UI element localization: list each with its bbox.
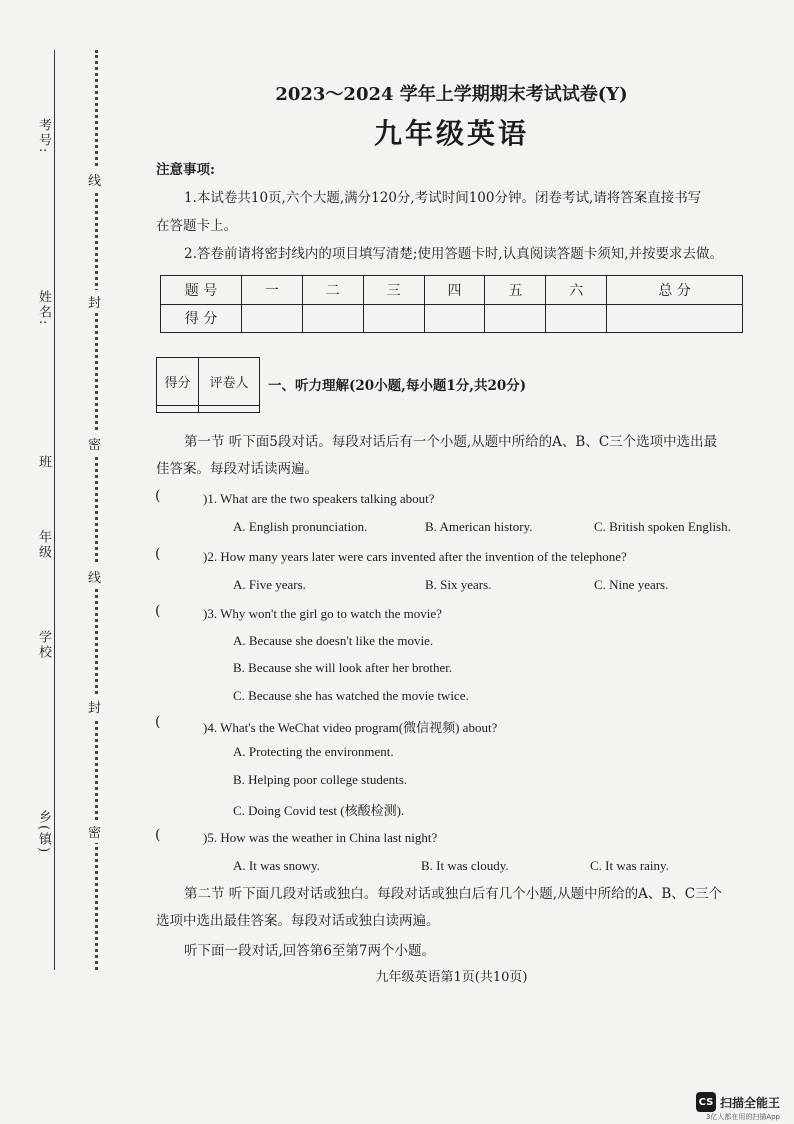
option: B. Six years. <box>425 577 492 592</box>
option: C. It was rainy. <box>590 858 669 873</box>
answer-blank[interactable]: ( <box>155 603 161 619</box>
option: A. Because she doesn't like the movie. <box>233 633 434 648</box>
score-table-score-row <box>161 304 743 333</box>
question-stem: )1. What are the two speakers talking about? <box>203 491 435 506</box>
score-cell <box>424 304 485 333</box>
page-footer: 九年级英语第1页(共10页) <box>375 970 528 985</box>
option: A. Five years. <box>233 577 306 592</box>
label-grade: 年级 <box>36 530 51 560</box>
seal-char: 密 <box>88 820 101 843</box>
section-title: 一、听力理解(20小题,每小题1分,共20分) <box>268 378 527 394</box>
label-exam-number: 考号: <box>36 118 51 155</box>
option: A. It was snowy. <box>233 858 320 873</box>
part-instructions: 第一节 听下面5段对话。每段对话后有一个小题,从题中所给的A、B、C三个选项中选出最 <box>184 434 718 450</box>
part-instructions: 选项中选出最佳答案。每段对话或独白读两遍。 <box>156 913 440 929</box>
notes-line: 2.答卷前请将密封线内的项目填写清楚;使用答题卡时,认真阅读答题卡须知,并按要求去做。 <box>184 246 724 262</box>
seal-char: 线 <box>88 168 101 191</box>
part-instructions: 听下面一段对话,回答第6至第7两个小题。 <box>184 943 435 959</box>
label-class: 班 <box>36 455 51 470</box>
question-stem: )3. Why won't the girl go to watch the movie? <box>203 606 442 621</box>
seal-char: 线 <box>88 565 101 588</box>
option: B. American history. <box>425 519 533 534</box>
margin-rule <box>54 50 55 970</box>
option: C. Because she has watched the movie twice. <box>233 688 469 703</box>
question-stem: )2. How many years later were cars invented after the invention of the telephone? <box>203 549 627 564</box>
option: B. It was cloudy. <box>421 858 509 873</box>
option: A. English pronunciation. <box>233 519 368 534</box>
score-cell <box>302 304 363 333</box>
score-cell <box>242 304 303 333</box>
question-stem: )4. What's the WeChat video program(微信视频) about? <box>203 720 498 735</box>
score-header-cell: 四 <box>424 276 485 305</box>
score-header-cell: 一 <box>242 276 303 305</box>
notes-heading: 注意事项: <box>156 162 215 178</box>
notes-line: 在答题卡上。 <box>156 218 237 234</box>
seal-char: 密 <box>88 432 101 455</box>
score-table-header-row <box>161 276 743 305</box>
answer-blank[interactable]: ( <box>155 714 161 730</box>
option: C. Doing Covid test (核酸检测). <box>233 803 405 818</box>
exam-subject: 九年级英语 <box>373 117 529 150</box>
score-cell <box>607 304 743 333</box>
grader-name-cell <box>199 406 260 413</box>
option: A. Protecting the environment. <box>233 744 394 759</box>
answer-blank[interactable]: ( <box>155 546 161 562</box>
part-instructions: 第二节 听下面几段对话或独白。每段对话或独白后有几个小题,从题中所给的A、B、C三个 <box>184 886 723 902</box>
option: B. Because she will look after her brother. <box>233 660 453 675</box>
score-header-cell: 总 分 <box>607 276 743 305</box>
score-cell <box>363 304 424 333</box>
score-header-cell: 题 号 <box>161 276 242 305</box>
answer-blank[interactable]: ( <box>155 827 161 843</box>
notes-line: 1.本试卷共10页,六个大题,满分120分,考试时间100分钟。闭卷考试,请将答案直接书写 <box>184 190 702 206</box>
option: C. British spoken English. <box>594 519 731 534</box>
score-header-cell: 六 <box>546 276 607 305</box>
seal-char: 封 <box>88 290 101 313</box>
label-school: 学校 <box>36 630 51 660</box>
score-header-cell: 三 <box>363 276 424 305</box>
score-header-cell: 五 <box>485 276 546 305</box>
grader-score-label: 得分 <box>157 358 199 406</box>
scanner-name: 扫描全能王 <box>719 1095 780 1110</box>
grader-score-cell <box>157 406 199 413</box>
label-name: 姓名: <box>36 290 51 327</box>
option: B. Helping poor college students. <box>233 772 408 787</box>
answer-blank[interactable]: ( <box>155 488 161 504</box>
score-header-cell: 二 <box>302 276 363 305</box>
grader-name-label: 评卷人 <box>199 358 260 406</box>
part-instructions: 佳答案。每段对话读两遍。 <box>156 461 318 477</box>
grader-box <box>156 357 260 413</box>
label-town: 乡(镇) <box>36 810 51 855</box>
scanner-logo-icon: CS <box>696 1092 716 1112</box>
question-stem: )5. How was the weather in China last night? <box>203 830 438 845</box>
option: C. Nine years. <box>594 577 669 592</box>
score-cell <box>546 304 607 333</box>
score-table <box>160 275 743 333</box>
scanner-tagline: 3亿人都在用的扫描App <box>705 1113 780 1121</box>
score-row-label: 得 分 <box>161 304 242 333</box>
scanner-watermark <box>696 1092 780 1112</box>
score-cell <box>485 304 546 333</box>
seal-char: 封 <box>88 695 101 718</box>
exam-title: 2023～2024 学年上学期期末考试试卷(Y) <box>275 84 628 105</box>
